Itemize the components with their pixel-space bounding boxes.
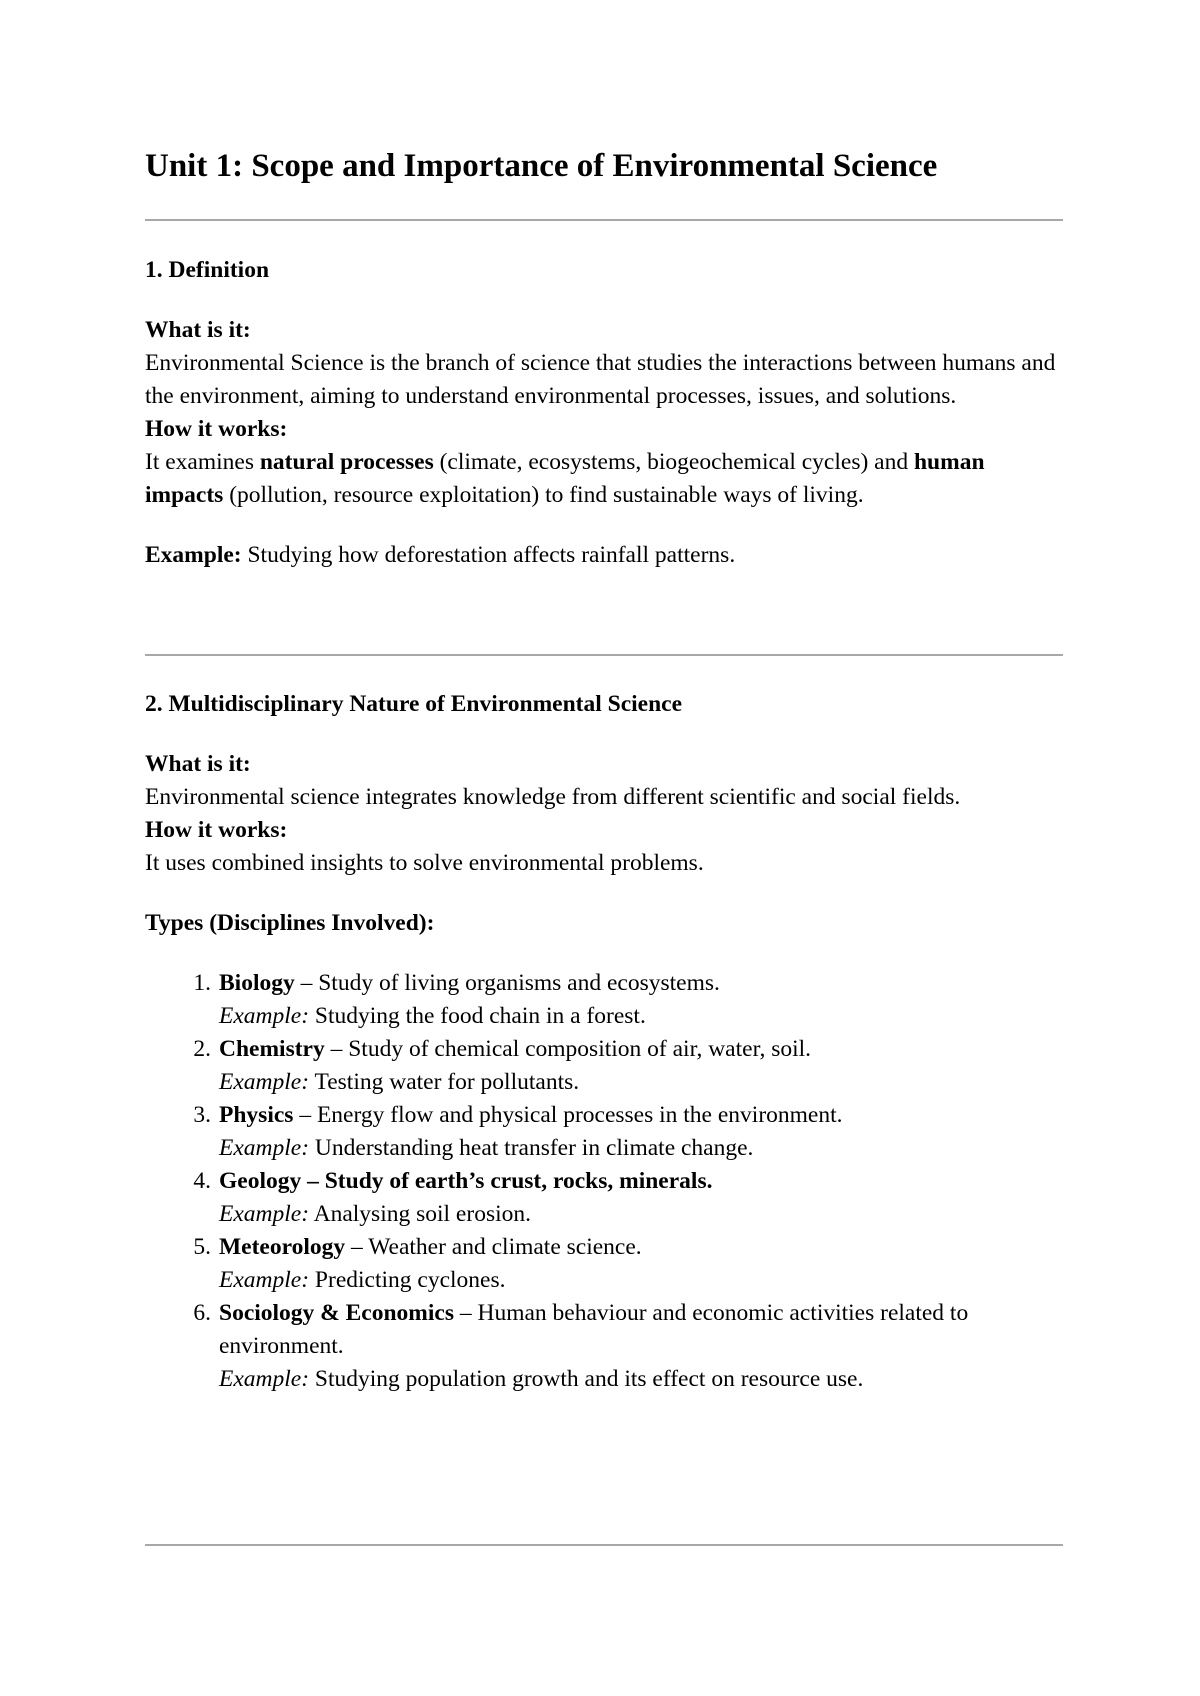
disciplines-list	[145, 967, 1065, 1396]
example-label: Example:	[145, 542, 242, 568]
page-title: Unit 1: Scope and Importance of Environmental Science	[145, 148, 938, 184]
divider	[145, 654, 1063, 656]
what-label: What is it:	[145, 751, 251, 777]
divider	[145, 1544, 1063, 1546]
section-multidisciplinary	[145, 688, 1065, 1396]
list-item: 1. Biology – Study of living organisms and ecosystems. Example: Studying the food chain in a forest.	[193, 970, 720, 1029]
what-text: Environmental science integrates knowledge from different scientific and social fields.	[145, 784, 961, 810]
example-line	[145, 539, 1065, 572]
divider	[145, 219, 1063, 221]
section-heading: 1. Definition	[145, 257, 270, 283]
how-label: How it works:	[145, 817, 288, 843]
section-definition	[145, 254, 1065, 572]
section-heading: 2. Multidisciplinary Nature of Environmental Science	[145, 691, 683, 717]
what-label: What is it:	[145, 317, 251, 343]
example-text: Studying how deforestation affects rainfall patterns.	[241, 542, 736, 568]
how-text: It examines natural processes (climate, ecosystems, biogeochemical cycles) and human impacts (pollution, resource exploitation) to find sustainable ways of living.	[145, 449, 985, 508]
list-item: 4. Geology – Study of earth’s crust, rocks, minerals. Example: Analysing soil erosion.	[193, 1168, 713, 1227]
how-text: It uses combined insights to solve environmental problems.	[145, 850, 704, 876]
how-label: How it works:	[145, 416, 288, 442]
list-item: 2. Chemistry – Study of chemical composition of air, water, soil. Example: Testing water for pollutants.	[193, 1036, 812, 1095]
list-item: 3. Physics – Energy flow and physical processes in the environment. Example: Understanding heat transfer in climate change.	[193, 1102, 843, 1161]
list-item: 5. Meteorology – Weather and climate science. Example: Predicting cyclones.	[193, 1234, 642, 1293]
types-label: Types (Disciplines Involved):	[145, 910, 435, 936]
list-item: 6. Sociology & Economics – Human behaviour and economic activities related to environment. Example: Studying population growth and its effect on resource use.	[193, 1300, 969, 1392]
what-text: Environmental Science is the branch of science that studies the interactions between humans and the environment, aiming to understand environmental processes, issues, and solutions.	[145, 350, 1056, 409]
